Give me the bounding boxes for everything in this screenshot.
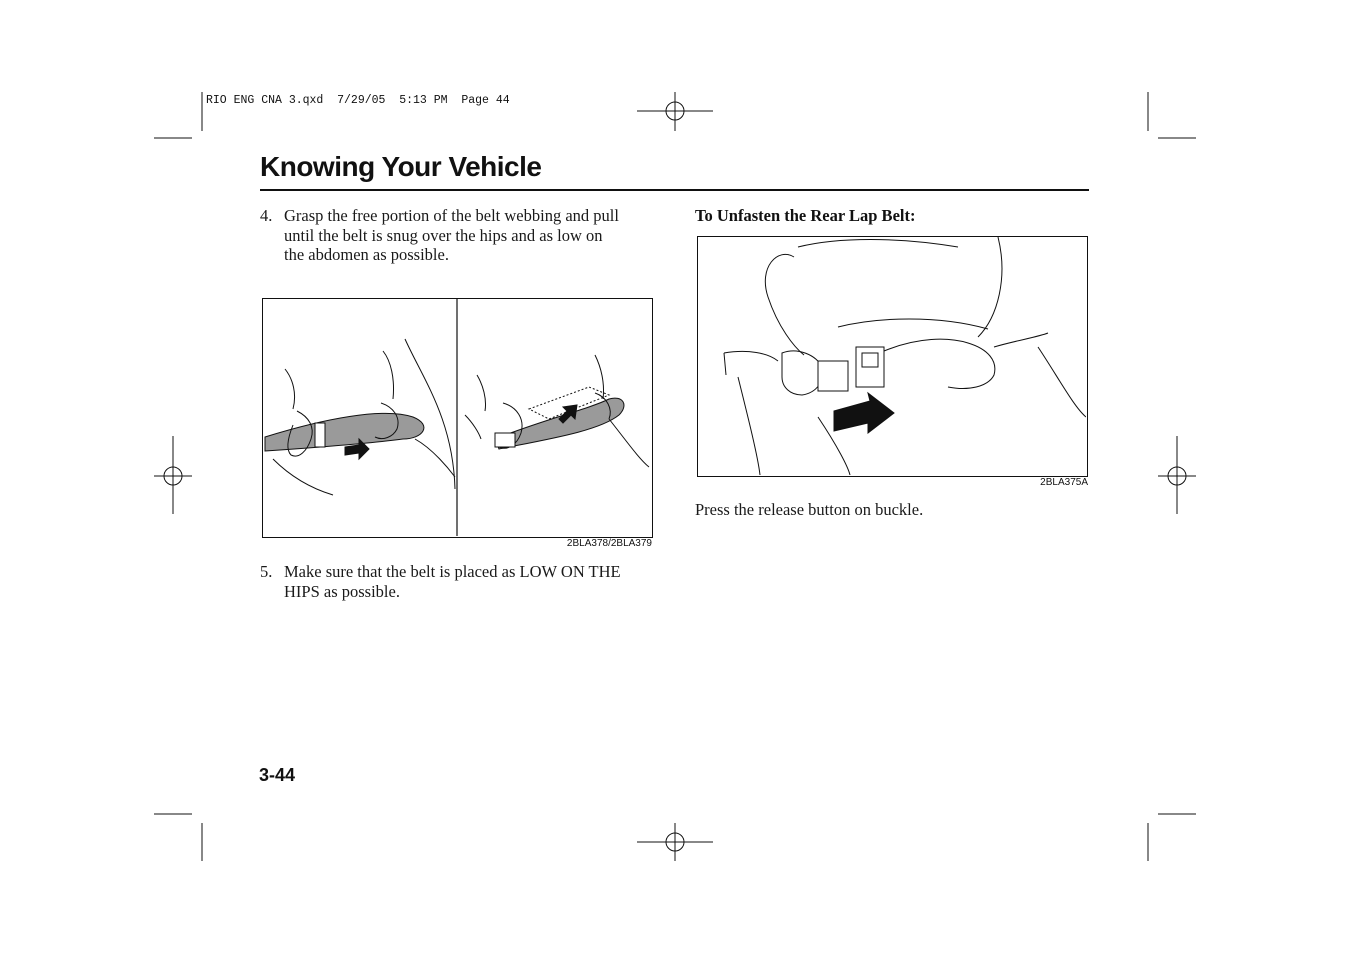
step-text-line: the abdomen as possible. (284, 245, 449, 264)
section-title: Knowing Your Vehicle (260, 151, 542, 182)
buckle-release-illustration (697, 236, 1088, 477)
release-instruction: Press the release button on buckle. (695, 500, 924, 519)
file-slug-line: RIO ENG CNA 3.qxd 7/29/05 5:13 PM Page 44 (206, 94, 510, 107)
step-number: 4. (260, 206, 273, 225)
step-text-line: HIPS as possible. (284, 581, 400, 601)
step-4 (260, 206, 660, 266)
page-number: 3-44 (259, 765, 296, 785)
step-text-line: Make sure that the belt is placed as LOW ON THE (284, 562, 621, 581)
title-rule (260, 189, 1089, 191)
belt-pull-drawing (263, 299, 651, 536)
buckle-release-drawing (698, 237, 1086, 475)
step-text-line: until the belt is snug over the hips and as low on (284, 225, 603, 245)
unfasten-subheading: To Unfasten the Rear Lap Belt: (695, 206, 916, 225)
figure-caption-right: 2BLA375A (1040, 477, 1088, 488)
step-5 (260, 562, 660, 602)
step-number: 5. (260, 562, 273, 581)
figure-caption-left: 2BLA378/2BLA379 (566, 538, 652, 549)
belt-pull-illustration (262, 298, 653, 538)
step-text-line: Grasp the free portion of the belt webbing and pull (284, 206, 619, 225)
